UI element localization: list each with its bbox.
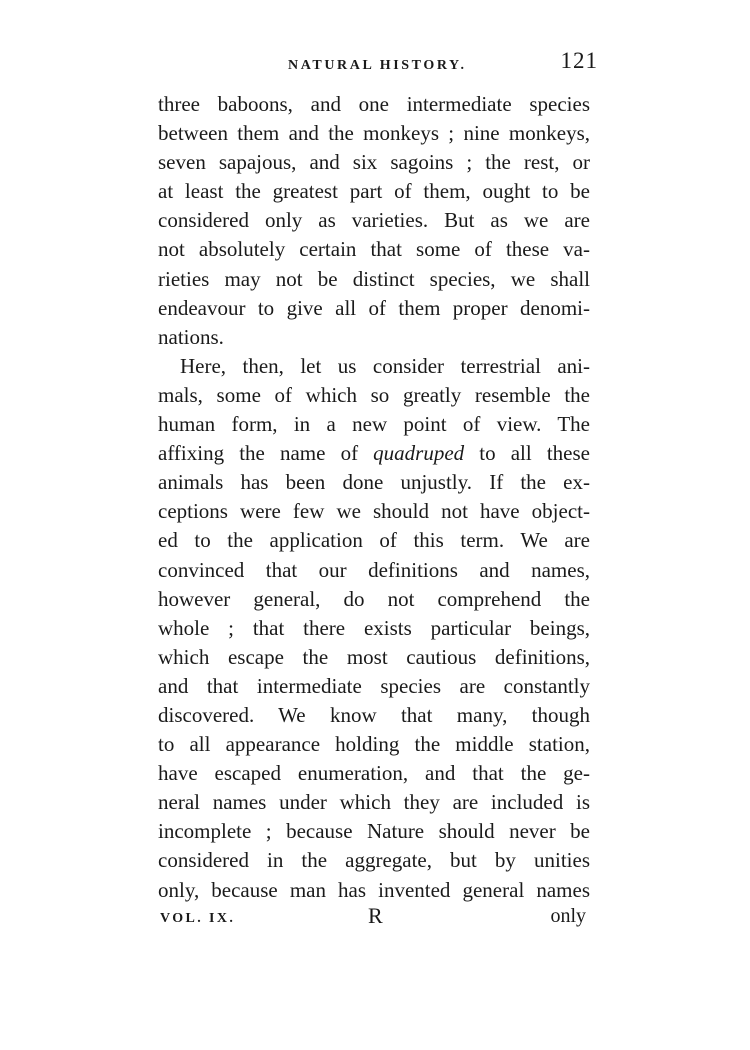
- text-segment: affixing the name of: [158, 441, 374, 466]
- running-head: NATURAL HISTORY.: [288, 58, 467, 73]
- text-line: between them and the monkeys ; nine monkeys,: [158, 121, 590, 146]
- catchword: only: [550, 905, 586, 927]
- page-number: 121: [560, 48, 598, 73]
- page-footer: [160, 903, 590, 933]
- text-line: [158, 439, 590, 468]
- text-line: and that intermediate species are constantly: [158, 673, 590, 698]
- italic-term: quadruped: [373, 441, 465, 466]
- text-line: however general, do not comprehend the: [158, 586, 590, 611]
- text-segment: to all these: [464, 441, 590, 466]
- text-line: Here, then, let us consider terrestrial ani-: [180, 353, 590, 378]
- text-line: whole ; that there exists particular beings,: [158, 615, 590, 640]
- signature-mark: R: [368, 903, 383, 928]
- text-line: incomplete ; because Nature should never be: [158, 819, 590, 844]
- text-line: rieties may not be distinct species, we shall: [158, 266, 590, 291]
- text-line: animals has been done unjustly. If the ex-: [158, 470, 590, 495]
- text-line: discovered. We know that many, though: [158, 702, 590, 727]
- text-line: neral names under which they are included is: [158, 790, 590, 815]
- text-line: considered in the aggregate, but by unities: [158, 848, 590, 873]
- text-line: mals, some of which so greatly resemble the: [158, 382, 590, 407]
- text-line: considered only as varieties. But as we are: [158, 208, 590, 233]
- page-header: [160, 48, 600, 88]
- text-line: at least the greatest part of them, ought to be: [158, 179, 590, 204]
- text-line: only, because man has invented general names: [158, 877, 590, 902]
- text-line: three baboons, and one intermediate species: [158, 92, 590, 116]
- volume-label: VOL. IX.: [160, 911, 236, 926]
- text-line: nations.: [158, 324, 224, 349]
- text-line: ed to the application of this term. We are: [158, 528, 590, 553]
- text-line: ceptions were few we should not have object-: [158, 499, 590, 524]
- text-line: endeavour to give all of them proper denomi-: [158, 295, 590, 320]
- text-line: have escaped enumeration, and that the ge-: [158, 761, 590, 786]
- text-line: seven sapajous, and six sagoins ; the rest, or: [158, 150, 590, 175]
- text-line: which escape the most cautious definitions,: [158, 644, 590, 669]
- text-line: to all appearance holding the middle station,: [158, 732, 590, 757]
- text-line: not absolutely certain that some of these va-: [158, 237, 590, 262]
- text-line: human form, in a new point of view. The: [158, 412, 590, 437]
- body-text: [158, 90, 590, 905]
- text-line: convinced that our definitions and names,: [158, 557, 590, 582]
